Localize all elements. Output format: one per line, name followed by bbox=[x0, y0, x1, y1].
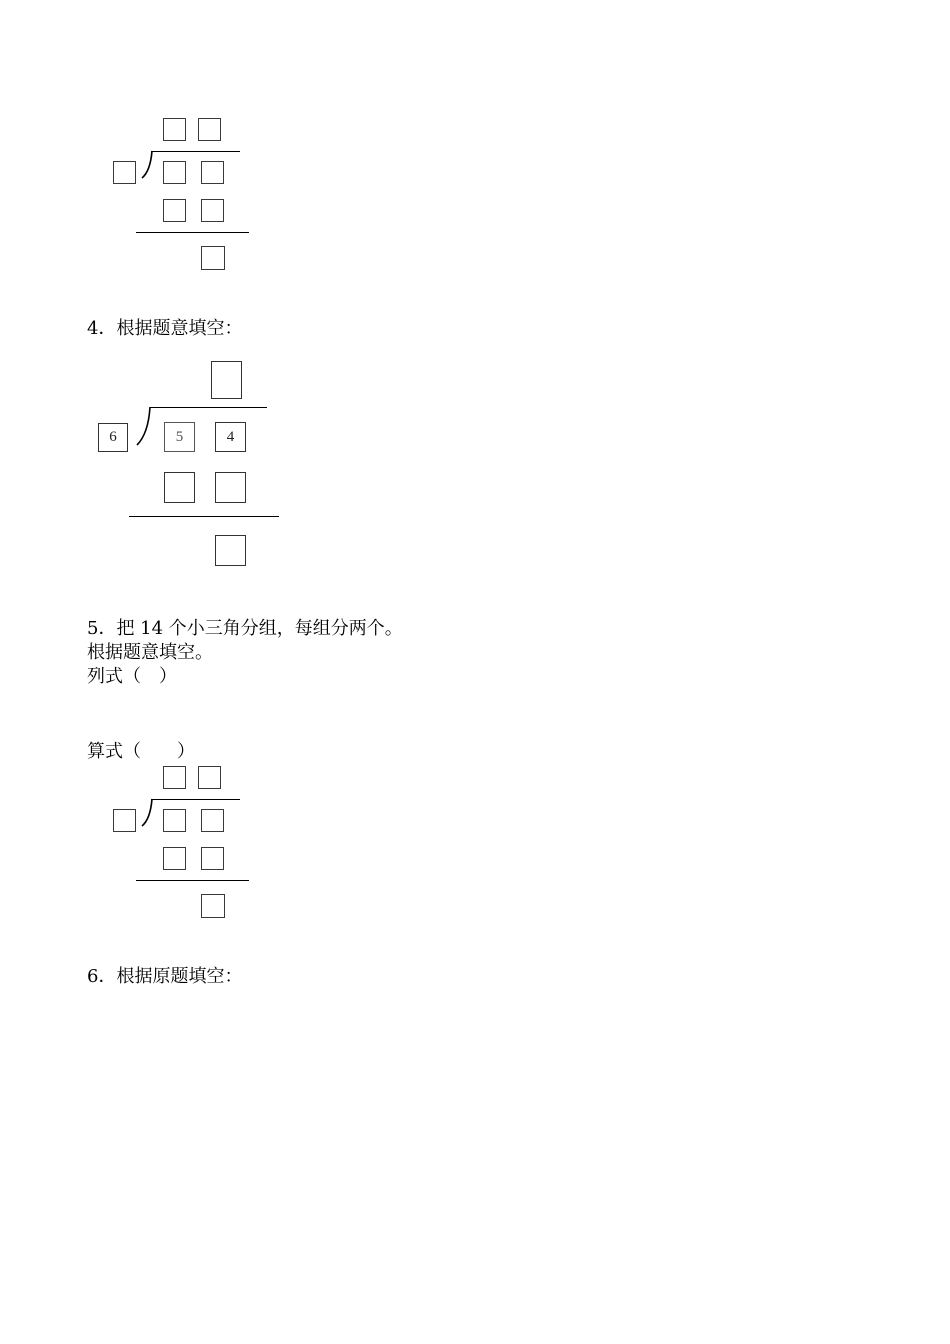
subtraction-line bbox=[136, 880, 249, 881]
quotient-box[interactable] bbox=[163, 118, 186, 141]
product-box[interactable] bbox=[163, 199, 186, 222]
remainder-box[interactable] bbox=[215, 535, 246, 566]
dividend-digit-box: 5 bbox=[164, 422, 195, 452]
dividend-box[interactable] bbox=[201, 809, 224, 832]
product-box[interactable] bbox=[163, 847, 186, 870]
divisor-box[interactable] bbox=[113, 809, 136, 832]
product-box[interactable] bbox=[201, 199, 224, 222]
division-bar bbox=[150, 407, 267, 408]
quotient-box[interactable] bbox=[198, 118, 221, 141]
quotient-box[interactable] bbox=[211, 361, 242, 399]
remainder-box[interactable] bbox=[201, 246, 225, 270]
problem-6-label: 6．根据原题填空： bbox=[87, 966, 243, 987]
formula-label: 算式（ ） bbox=[87, 741, 195, 762]
division-bracket bbox=[140, 151, 154, 181]
problem-5-instruction: 根据题意填空。 bbox=[87, 642, 213, 663]
dividend-box[interactable] bbox=[201, 161, 224, 184]
divisor-box[interactable] bbox=[113, 161, 136, 184]
divisor-box: 6 bbox=[98, 423, 128, 452]
problem-5-label: 5．把 14 个小三角分组，每组分两个。 bbox=[87, 618, 403, 639]
division-bracket bbox=[140, 799, 154, 829]
division-bracket bbox=[136, 407, 152, 447]
remainder-box[interactable] bbox=[201, 894, 225, 918]
product-box[interactable] bbox=[164, 472, 195, 503]
quotient-box[interactable] bbox=[198, 766, 221, 789]
dividend-digit-box: 4 bbox=[215, 422, 246, 452]
problem-4-label: 4．根据题意填空： bbox=[87, 318, 243, 339]
product-box[interactable] bbox=[201, 847, 224, 870]
quotient-box[interactable] bbox=[163, 766, 186, 789]
dividend-box[interactable] bbox=[163, 809, 186, 832]
subtraction-line bbox=[129, 516, 279, 517]
product-box[interactable] bbox=[215, 472, 246, 503]
dividend-box[interactable] bbox=[163, 161, 186, 184]
subtraction-line bbox=[136, 232, 249, 233]
division-bar bbox=[151, 151, 240, 152]
division-bar bbox=[151, 799, 240, 800]
expression-label: 列式（ ） bbox=[87, 666, 177, 687]
